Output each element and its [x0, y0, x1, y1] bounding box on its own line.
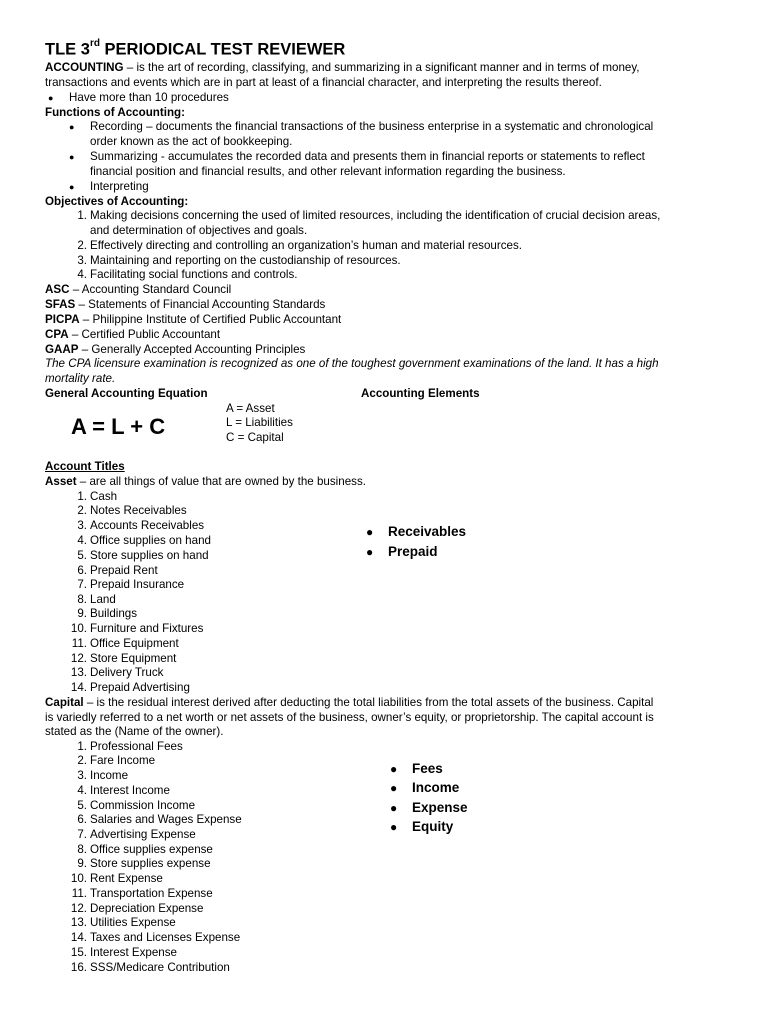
bullet-icon: ●: [69, 182, 75, 192]
objectives-heading: Objectives of Accounting:: [45, 195, 189, 208]
list-item: Store supplies on hand: [90, 549, 209, 562]
cpa-note-cont: mortality rate.: [45, 372, 116, 385]
objective-1: Making decisions concerning the used of limited resources, including the identification of crucial decision areas,: [90, 209, 661, 222]
list-number: 11.: [71, 637, 87, 650]
accounting-equation: A = L + C: [71, 414, 166, 439]
list-number: 8.: [77, 843, 87, 856]
list-item: Interest Expense: [90, 946, 178, 959]
accounting-note: Have more than 10 procedures: [69, 91, 229, 104]
list-item: Taxes and Licenses Expense: [90, 931, 241, 944]
list-number: 7.: [77, 828, 87, 841]
keyword-prepaid: ● Prepaid: [366, 544, 438, 559]
list-item: Office supplies expense: [90, 843, 213, 856]
keyword-expense: ● Expense: [390, 800, 468, 815]
capital-definition-cont: stated as the (Name of the owner).: [45, 725, 224, 738]
list-item: Advertising Expense: [90, 828, 196, 841]
acronym-cpa: CPA – Certified Public Accountant: [45, 328, 221, 341]
list-number: 10.: [70, 622, 87, 635]
list-item: Fare Income: [90, 754, 156, 767]
keyword-equity: ● Equity: [390, 819, 454, 834]
list-item: Delivery Truck: [90, 666, 164, 679]
equation-capital: C = Capital: [226, 431, 284, 444]
list-number: 6.: [77, 813, 87, 826]
list-item: Prepaid Advertising: [90, 681, 190, 694]
list-item: Interest Income: [90, 784, 170, 797]
equation-asset: A = Asset: [226, 402, 275, 415]
list-item: Prepaid Insurance: [90, 578, 185, 591]
keyword-fees: ● Fees: [390, 761, 443, 776]
bullet-icon: ●: [48, 93, 54, 103]
list-number: 13.: [70, 666, 87, 679]
account-titles-heading: Account Titles: [45, 460, 125, 473]
page-title: TLE 3rd PERIODICAL TEST REVIEWER: [45, 38, 346, 59]
list-item: Transportation Expense: [90, 887, 213, 900]
list-item: SSS/Medicare Contribution: [90, 961, 230, 974]
list-number: 1.: [77, 740, 87, 753]
list-number: 4.: [77, 534, 87, 547]
functions-heading: Functions of Accounting:: [45, 106, 185, 119]
list-item: Buildings: [90, 607, 138, 620]
objective-1-cont: and determination of objectives and goals.: [90, 224, 308, 237]
list-number: 3.: [77, 254, 87, 267]
list-number: 14.: [70, 681, 87, 694]
equation-heading: General Accounting Equation: [45, 387, 208, 400]
bullet-icon: ●: [390, 820, 398, 834]
objective-3: Maintaining and reporting on the custodianship of resources.: [90, 254, 401, 267]
bullet-icon: ●: [390, 801, 398, 815]
function-interpreting: Interpreting: [90, 180, 149, 193]
list-item: Salaries and Wages Expense: [90, 813, 242, 826]
list-item: Cash: [90, 490, 118, 503]
list-number: 7.: [77, 578, 87, 591]
list-item: Depreciation Expense: [90, 902, 204, 915]
objective-2: Effectively directing and controlling an organization’s human and material resources.: [90, 239, 523, 252]
list-number: 12.: [70, 652, 87, 665]
list-number: 11.: [71, 887, 87, 900]
accounting-definition-cont: transactions and events which are in part at least of a financial character, and interpreting the results thereof.: [45, 76, 602, 89]
list-number: 2.: [77, 504, 87, 517]
asset-definition: Asset – are all things of value that are owned by the business.: [45, 475, 366, 488]
bullet-icon: ●: [69, 152, 75, 162]
function-summarizing: Summarizing - accumulates the recorded data and presents them in financial reports or statements to reflect: [90, 150, 645, 163]
accounting-definition: ACCOUNTING – is the art of recording, classifying, and summarizing in a significant manner and in terms of money,: [45, 61, 640, 74]
capital-definition-cont: is variedly referred to a net worth or net assets of the business, owner’s equity, or proprietorship. The capital account is: [45, 711, 654, 724]
function-summarizing-cont: financial position and financial results, and other relevant information regarding the business.: [90, 165, 566, 178]
bullet-icon: ●: [366, 525, 374, 539]
list-item: Land: [90, 593, 116, 606]
list-number: 3.: [77, 519, 87, 532]
list-item: Commission Income: [90, 799, 196, 812]
list-number: 14.: [70, 931, 87, 944]
capital-definition: Capital – is the residual interest derived after deducting the total liabilities from the total assets of the business. Capital: [45, 696, 654, 709]
list-number: 9.: [77, 607, 87, 620]
equation-liabilities: L = Liabilities: [226, 416, 293, 429]
function-recording: Recording – documents the financial transactions of the business enterprise in a systematic and chronological: [90, 120, 654, 133]
acronym-asc: ASC – Accounting Standard Council: [45, 283, 232, 296]
objective-4: Facilitating social functions and controls.: [90, 268, 298, 281]
list-number: 15.: [70, 946, 87, 959]
keyword-receivables: ● Receivables: [366, 524, 467, 539]
list-number: 1.: [77, 209, 87, 222]
function-recording-cont: order known as the act of bookkeeping.: [90, 135, 293, 148]
list-number: 2.: [77, 239, 87, 252]
acronym-gaap: GAAP – Generally Accepted Accounting Principles: [45, 343, 306, 356]
list-number: 3.: [77, 769, 87, 782]
list-number: 10.: [70, 872, 87, 885]
list-number: 5.: [77, 799, 87, 812]
list-number: 9.: [77, 857, 87, 870]
acronym-sfas: SFAS – Statements of Financial Accounting Standards: [45, 298, 326, 311]
list-number: 8.: [77, 593, 87, 606]
list-number: 4.: [77, 784, 87, 797]
list-number: 16.: [70, 961, 87, 974]
bullet-icon: ●: [390, 781, 398, 795]
list-number: 1.: [77, 490, 87, 503]
list-number: 2.: [77, 754, 87, 767]
list-item: Office supplies on hand: [90, 534, 211, 547]
list-item: Income: [90, 769, 129, 782]
list-number: 13.: [70, 916, 87, 929]
list-item: Office Equipment: [90, 637, 179, 650]
bullet-icon: ●: [366, 545, 374, 559]
cpa-note: The CPA licensure examination is recognized as one of the toughest government examinations of the land. It has a high: [45, 357, 659, 370]
list-item: Accounts Receivables: [90, 519, 205, 532]
list-item: Prepaid Rent: [90, 564, 158, 577]
list-item: Furniture and Fixtures: [90, 622, 204, 635]
list-item: Store supplies expense: [90, 857, 211, 870]
list-item: Rent Expense: [90, 872, 163, 885]
keyword-income: ● Income: [390, 780, 460, 795]
list-item: Notes Receivables: [90, 504, 187, 517]
list-number: 4.: [77, 268, 87, 281]
list-item: Professional Fees: [90, 740, 183, 753]
acronym-picpa: PICPA – Philippine Institute of Certified Public Accountant: [45, 313, 342, 326]
bullet-icon: ●: [390, 762, 398, 776]
list-number: 12.: [70, 902, 87, 915]
list-item: Utilities Expense: [90, 916, 176, 929]
bullet-icon: ●: [69, 122, 75, 132]
list-number: 5.: [77, 549, 87, 562]
list-item: Store Equipment: [90, 652, 177, 665]
elements-heading: Accounting Elements: [361, 387, 480, 400]
list-number: 6.: [77, 564, 87, 577]
